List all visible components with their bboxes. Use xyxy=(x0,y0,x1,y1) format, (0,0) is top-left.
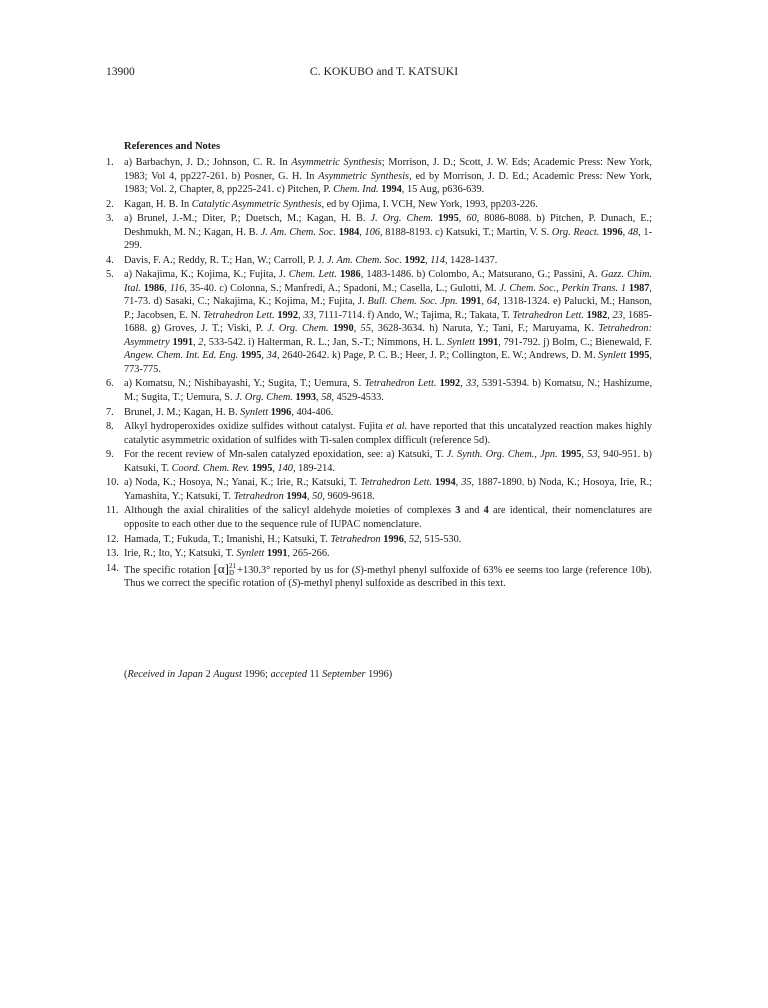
reference-text-segment: Although the axial chiralities of the salicyl aldehyde moieties of complexes xyxy=(124,505,456,517)
reference-text-segment: , 1318-1324. e) Palucki, M.; Hanson, P.; Jacobsen, E. N. xyxy=(124,296,653,321)
reference-text-segment: 52 xyxy=(409,533,420,545)
reference-number: 14. xyxy=(106,562,119,574)
reference-text-segment: 1996 xyxy=(270,406,292,418)
reference-text xyxy=(124,377,652,404)
reference-text-segment: , xyxy=(359,226,365,238)
section-title: References and Notes xyxy=(124,141,221,152)
reference-item xyxy=(106,448,652,475)
reference-text-segment: , ed by Ojima, I. VCH, New York, 1993, pp203-226. xyxy=(321,198,538,210)
reference-text-segment: 33 xyxy=(465,378,477,390)
reference-text-segment: 1995 xyxy=(438,213,459,225)
reference-text-segment: , xyxy=(272,462,278,474)
references-list xyxy=(106,156,652,592)
reference-text-segment: , xyxy=(460,378,466,390)
reference-text-segment: , 189-214. xyxy=(292,462,335,474)
reference-text-segment: , 1483-1486. b) Colombo, A.; Matsurano, G.; Passini, A. xyxy=(360,269,601,281)
reference-number: 11. xyxy=(106,505,119,517)
reference-text-segment: For the recent review of Mn-salen catalyzed epoxidation, see: a) Katsuki, T. xyxy=(124,449,447,461)
reference-text-segment: Gazz. Chim. Ital. xyxy=(124,269,653,294)
reference-text-segment: , xyxy=(353,323,361,335)
reference-item xyxy=(106,377,652,404)
reference-text-segment: Angew. Chem. Int. Ed. Eng. xyxy=(124,350,239,362)
reference-text-segment: J. Am. Chem. Soc. xyxy=(260,226,337,238)
reference-text-segment: , xyxy=(403,533,409,545)
reference-text-segment: J. Org. Chem. xyxy=(267,323,329,335)
reference-text-segment: Catalytic Asymmetric Synthesis xyxy=(191,198,322,210)
reference-text-segment: J. Am. Chem. Soc. xyxy=(326,254,402,266)
reference-text-segment: , 35-40. c) Colonna, S.; Manfredi, A.; Spadoni, M.; Casella, L.; Gulotti, M. xyxy=(184,282,500,294)
reference-text-segment: 1994 xyxy=(381,184,402,195)
reference-text xyxy=(124,156,652,197)
reference-text-segment: , xyxy=(193,336,199,348)
reference-text-segment: , 5391-5394. b) Komatsu, N.; Hashizume, M.; Sugita, T.; Uemura, S. xyxy=(124,378,653,403)
accepted-label: accepted xyxy=(270,669,308,680)
reference-text-segment: 33 xyxy=(303,309,314,321)
reference-number: 6. xyxy=(106,378,114,390)
reference-text-segment: J. Org. Chem. xyxy=(235,391,293,403)
reference-text-segment: , 533-542. i) Halterman, R. L.; Jan, S.-T.; Nimmons, H. L. xyxy=(203,336,447,348)
reference-text xyxy=(124,420,652,447)
reference-text-segment: , 1428-1437. xyxy=(444,254,498,266)
reference-text-segment: , 1-299. xyxy=(124,226,652,252)
reference-item xyxy=(106,504,652,531)
running-head-c-sc: OKUBO xyxy=(331,66,374,78)
reference-text-segment: 1996 xyxy=(383,533,404,545)
reference-text-segment: Kagan, H. B. In xyxy=(124,198,192,210)
reference-text-segment: 1986 xyxy=(143,282,165,294)
reference-text-segment: 1995 xyxy=(251,462,273,474)
reference-text-segment: , 15 Aug, p636-639. xyxy=(401,184,485,195)
reference-text-segment: , 4529-4533. xyxy=(331,391,384,403)
reference-text-segment: Tetrahedron Lett. xyxy=(360,477,433,489)
reference-text-segment: Tetrahedron Lett. xyxy=(512,309,584,321)
reference-text-segment: 1995 xyxy=(560,449,582,461)
reference-text xyxy=(124,406,652,420)
reference-text-segment: 1993 xyxy=(295,391,317,403)
reference-item xyxy=(106,562,652,591)
reference-text-segment: Tetrahedron Lett. xyxy=(364,378,437,390)
reference-item xyxy=(106,533,652,547)
reference-text xyxy=(124,198,652,212)
accepted-day: 11 xyxy=(307,669,323,680)
reference-text-segment: , xyxy=(581,449,588,461)
reference-item xyxy=(106,547,652,561)
reference-text-segment: , 9609-9618. xyxy=(322,490,375,502)
reference-text-segment: J. Synth. Org. Chem., Jpn. xyxy=(446,449,558,461)
reference-text-segment: are identical, their nomenclatures are opposite to each other due to the sequence rule of IUPAC nomenclature. xyxy=(124,505,652,530)
reference-number: 10. xyxy=(106,477,119,489)
reference-text-segment: J. Org. Chem. xyxy=(370,213,434,225)
reference-text-segment: 1992 xyxy=(404,254,426,266)
reference-text-segment: S xyxy=(355,564,361,576)
reference-text-segment: a) Komatsu, N.; Nishibayashi, Y.; Sugita, T.; Uemura, S. xyxy=(124,378,365,390)
accepted-year: 1996) xyxy=(365,669,393,680)
reference-text-segment: Synlett xyxy=(240,406,269,418)
reference-text-segment: 23 xyxy=(612,309,623,321)
reference-text xyxy=(124,212,652,253)
reference-text-segment: 1991 xyxy=(172,336,194,348)
reference-text-segment: 21 xyxy=(228,561,236,570)
reference-text-segment: , xyxy=(481,296,487,308)
running-head-t-sc: ATSUKI xyxy=(416,66,459,78)
reference-text-segment: , 515-530. xyxy=(419,533,462,545)
reference-text-segment: a) Nakajima, K.; Kojima, K.; Fujita, J. xyxy=(124,269,289,281)
reference-text-segment: , 3628-3634. h) Naruta, Y.; Tani, F.; Maruyama, K. xyxy=(370,323,599,335)
received-day: 2 xyxy=(202,669,214,680)
reference-text-segment: Tetrahedron xyxy=(330,533,381,545)
reference-text-segment: 140 xyxy=(277,462,293,474)
reference-text-segment: , xyxy=(306,490,313,502)
reference-item xyxy=(106,198,652,212)
reference-text-segment: 58 xyxy=(321,391,332,403)
reference-text-segment: 1986 xyxy=(340,269,361,281)
reference-text-segment: 1990 xyxy=(333,323,354,335)
reference-text-segment: 48 xyxy=(627,226,639,238)
reference-text-segment: 1984 xyxy=(338,226,360,238)
reference-text-segment: Synlett xyxy=(236,548,265,560)
reference-text-segment: 1991 xyxy=(460,296,482,308)
reference-number: 9. xyxy=(106,449,114,461)
reference-number: 12. xyxy=(106,533,119,545)
reference-text-segment: , 1887-1890. b) Noda, K.; Hosoya, Irie, R.; Yamashita, Y.; Katsuki, T. xyxy=(124,477,653,502)
reference-text-segment: 55 xyxy=(360,323,371,335)
reference-text-segment: Irie, R.; Ito, Y.; Katsuki, T. xyxy=(124,548,237,560)
reference-text-segment: +130.3° reported by us for ( xyxy=(234,564,356,576)
reference-number: 7. xyxy=(106,406,114,418)
reference-text-segment: Tetrahedron xyxy=(233,490,284,502)
reference-item xyxy=(106,254,652,268)
reference-text-segment: a) Barbachyn, J. D.; Johnson, C. R. In xyxy=(124,157,292,168)
reference-text-segment: , 71-73. d) Sasaki, C.; Nakajima, K.; Kojima, M.; Fujita, J. xyxy=(124,282,652,308)
reference-text xyxy=(124,562,652,591)
received-line xyxy=(124,669,392,680)
reference-text-segment: Org. React. xyxy=(551,226,600,238)
reference-text-segment: 35 xyxy=(461,477,472,489)
reference-text-segment: Davis, F. A.; Reddy, R. T.; Han, W.; Carroll, P. J. xyxy=(124,254,327,266)
page-number: 13900 xyxy=(106,66,135,78)
reference-text-segment: 4 xyxy=(483,505,489,517)
reference-text-segment: 1982 xyxy=(586,309,608,321)
reference-text-segment: 114 xyxy=(430,254,445,266)
reference-text xyxy=(124,254,652,268)
reference-text-segment: Bull. Chem. Soc. Jpn. xyxy=(367,296,458,308)
reference-text-segment: , 2640-2642. k) Page, P. C. B.; Heer, J. P.; Collington, E. W.; Andrews, D. M. xyxy=(276,350,599,362)
reference-text-segment: [α] xyxy=(213,560,229,576)
received-label: Received in Japan xyxy=(127,669,203,680)
reference-number: 5. xyxy=(106,269,114,281)
reference-number: 8. xyxy=(106,421,114,433)
reference-text-segment: , 8188-8193. c) Katsuki, T.; Martin, V. S. xyxy=(380,226,552,238)
reference-text-segment: Coord. Chem. Rev. xyxy=(171,462,250,474)
reference-number: 13. xyxy=(106,548,119,560)
reference-text-segment: Asymmetric Synthesis xyxy=(291,157,382,168)
reference-text-segment: Alkyl hydroperoxides oxidize sulfides without catalyst. Fujita xyxy=(124,421,386,433)
reference-text-segment: , 265-266. xyxy=(287,548,330,560)
reference-item xyxy=(106,156,652,197)
reference-text xyxy=(124,268,652,376)
reference-text-segment: , xyxy=(458,213,467,225)
reference-text xyxy=(124,448,652,475)
reference-text-segment: 1991 xyxy=(477,336,499,348)
reference-text-segment: )-methyl phenyl sulfoxide as described in this text. xyxy=(296,578,506,590)
reference-text-segment: D xyxy=(228,568,235,577)
reference-text-segment: , xyxy=(164,282,170,294)
reference-text-segment: 1991 xyxy=(266,548,288,560)
reference-item xyxy=(106,268,652,376)
reference-text-segment: 1992 xyxy=(439,378,461,390)
reference-text-segment: The specific rotation xyxy=(124,564,214,576)
reference-item xyxy=(106,476,652,503)
reference-text-segment: a) Noda, K.; Hosoya, N.; Yanai, K.; Irie, R.; Katsuki, T. xyxy=(124,477,361,489)
reference-text-segment: , 791-792. j) Bolm, C.; Bienewald, F. xyxy=(498,336,652,348)
reference-text-segment: 1995 xyxy=(240,350,262,362)
reference-text-segment: 50 xyxy=(312,490,323,502)
reference-text-segment: 53 xyxy=(587,449,598,461)
reference-text-segment: , 8086-8088. b) Pitchen, P. Dunach, E.; Deshmukh, M. N.; Kagan, H. B. xyxy=(124,213,652,238)
reference-text-segment: 1994 xyxy=(435,477,456,489)
reference-text xyxy=(124,504,652,531)
reference-text-segment: have reported that this uncatalyzed reaction makes highly catalytic asymmetric oxidation of sulfides with Ti-salen complex difficult (reference 5d). xyxy=(124,421,652,446)
reference-text-segment: , ed by Morrison, J. D. Ed.; Academic Press: New York, 1983; Vol. 2, Chapter, 8, pp225-241. c) Pitchen, P. xyxy=(124,170,652,195)
reference-text-segment: , xyxy=(425,254,431,266)
reference-item xyxy=(106,406,652,420)
reference-item xyxy=(106,420,652,447)
reference-text-segment: 2 xyxy=(198,336,204,348)
reference-text-segment: 60 xyxy=(466,213,477,225)
reference-text-segment: , xyxy=(297,309,304,321)
reference-text-segment: 34 xyxy=(266,350,277,362)
accepted-month: September xyxy=(322,669,366,680)
reference-text-segment: , xyxy=(316,391,322,403)
reference-text-segment: , 7111-7114. f) Ando, W.; Tajima, R.; Takata, T. xyxy=(313,309,513,321)
reference-text-segment: , xyxy=(261,350,267,362)
reference-text-segment: Brunel, J. M.; Kagan, H. B. xyxy=(124,406,241,418)
reference-text-segment: a) Brunel, J.-M.; Diter, P.; Duetsch, M.; Kagan, H. B. xyxy=(124,213,371,225)
reference-text-segment: , xyxy=(607,309,613,321)
reference-text-segment: et al. xyxy=(385,421,408,433)
reference-text-segment: , 1685-1688. g) Groves, J. T.; Viski, P. xyxy=(124,309,653,335)
reference-text-segment: Tetrahedron Lett. xyxy=(203,309,275,321)
reference-text-segment: Asymmetric Synthesis xyxy=(318,170,410,182)
reference-text-segment: 1992 xyxy=(277,309,298,321)
reference-text-segment: 1987 xyxy=(628,282,650,294)
reference-text-segment: Tetrahedron: Asymmetry xyxy=(124,323,652,348)
reference-text-segment: and xyxy=(460,505,484,517)
reference-number: 2. xyxy=(106,198,114,210)
reference-text-segment: Chem. Ind. xyxy=(333,184,379,195)
reference-text xyxy=(124,533,652,547)
reference-text-segment: , 404-406. xyxy=(291,406,334,418)
reference-text-segment: )-methyl phenyl sulfoxide of 63% ee seems too large (reference 10b). Thus we correct the specific rotation of ( xyxy=(124,564,653,590)
reference-number: 3. xyxy=(106,213,114,225)
reference-number: 1. xyxy=(106,157,114,168)
reference-text-segment: 1994 xyxy=(286,490,307,502)
reference-text-segment: 1995 xyxy=(628,350,650,362)
reference-text xyxy=(124,547,652,561)
reference-text-segment: Hamada, T.; Fukuda, T.; Imanishi, H.; Katsuki, T. xyxy=(124,533,331,545)
reference-text-segment: Synlett xyxy=(598,350,627,362)
reference-text-segment: 64 xyxy=(486,296,498,308)
reference-text-segment: , 940-951. b) Katsuki, T. xyxy=(124,449,652,474)
reference-text-segment: ; Morrison, J. D.; Scott, J. W. Eds; Academic Press: New York, 1983; Vol 4, pp227-261. b) Posner, G. H. In xyxy=(124,157,653,182)
reference-text xyxy=(124,476,652,503)
reference-text-segment: Synlett xyxy=(446,336,475,348)
reference-text-segment: 116 xyxy=(169,282,185,294)
reference-text-segment: , xyxy=(455,477,462,489)
received-open: ( xyxy=(124,669,128,680)
reference-item xyxy=(106,212,652,253)
reference-text-segment: S xyxy=(291,578,297,590)
running-head-and: and T. K xyxy=(373,66,417,78)
reference-text-segment: 106 xyxy=(364,226,380,238)
reference-text-segment: Chem. Lett. xyxy=(288,269,337,281)
reference-text-segment: 3 xyxy=(455,505,461,517)
running-head xyxy=(0,66,768,78)
reference-text-segment: , 773-775. xyxy=(124,350,652,375)
received-month: August xyxy=(213,669,242,680)
reference-text-segment: J. Chem. Soc., Perkin Trans. 1 xyxy=(499,282,626,294)
reference-number: 4. xyxy=(106,254,114,266)
reference-text-segment: 1996 xyxy=(602,226,623,238)
running-head-c: C. K xyxy=(309,66,332,78)
received-year: 1996; xyxy=(241,669,271,680)
reference-text-segment: , xyxy=(622,226,628,238)
